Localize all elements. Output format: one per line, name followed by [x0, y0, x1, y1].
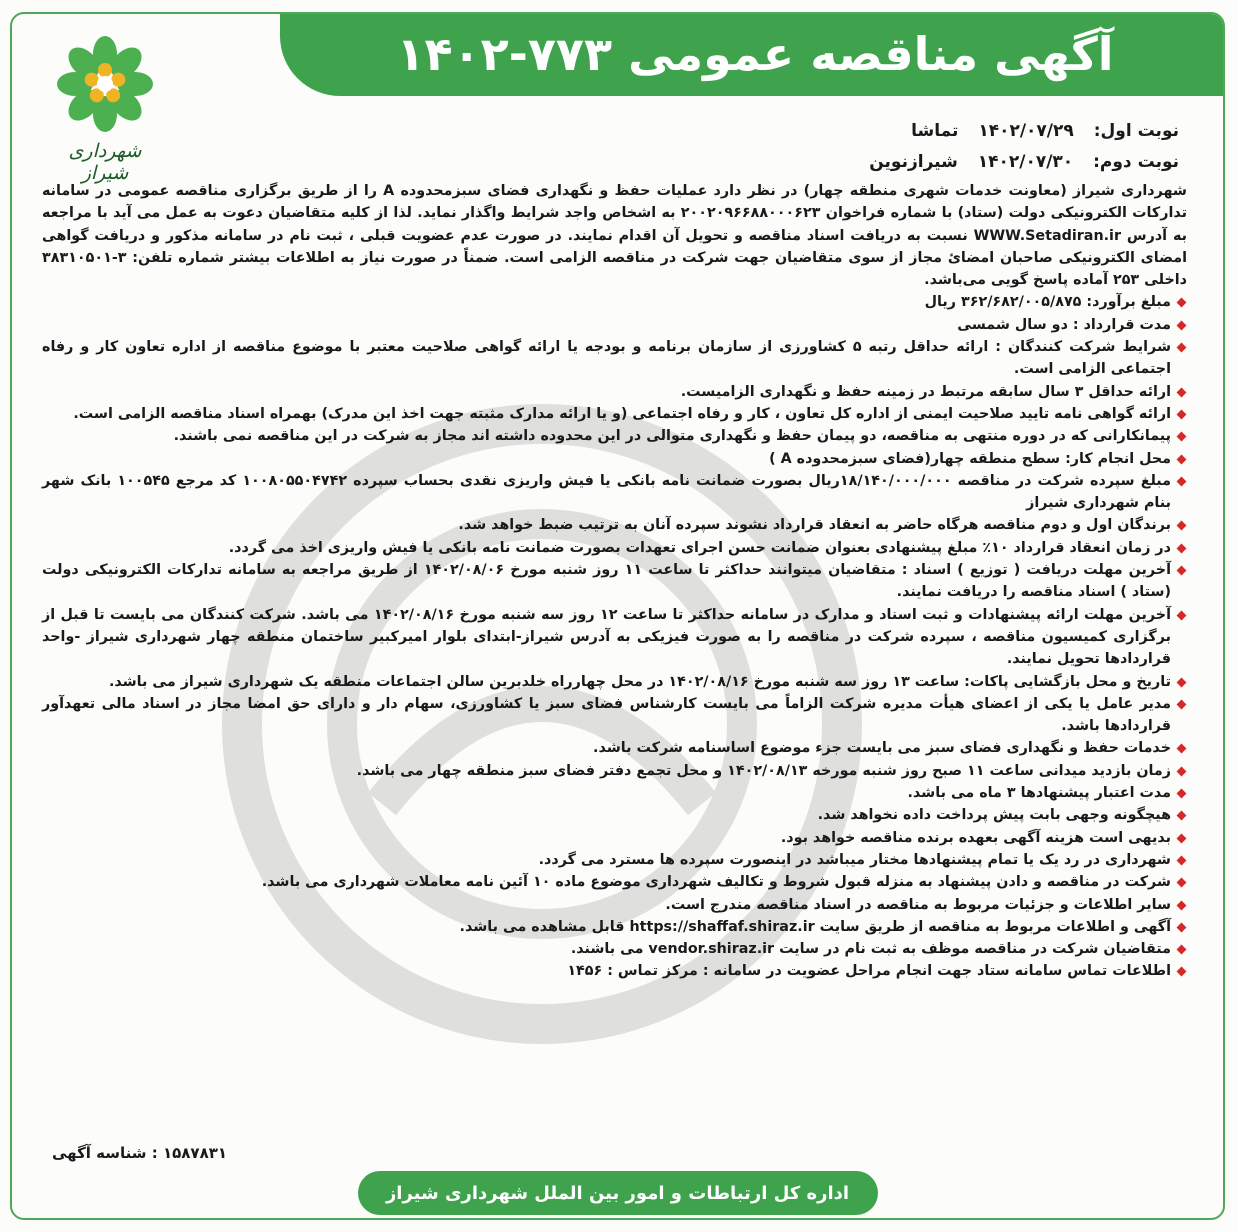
list-item: آخرین مهلت ارائه پیشنهادات و ثبت اسناد و مدارک در سامانه حداکثر تا ساعت ۱۲ روز سه شنبه مورخ ۱۴۰۲/۰۸/۱۶ می باشد. شرکت کنندگان می بایست تا قبل از برگزاری کمیسیون مناقصه ، سپرده شرکت در مناقصه را به صورت فیزیکی به آدرس شیراز-ابتدای بلوار امیرکبیر ساختمان منطقه چهار شهرداری شیراز -واحد قراردادها تحویل نمایند.: [42, 604, 1187, 671]
list-item: خدمات حفظ و نگهداری فضای سبز می بایست جزء موضوع اساسنامه شرکت باشد.: [42, 737, 1187, 759]
notice-title: آگهی مناقصه عمومی ۷۷۳-۱۴۰۲: [396, 27, 1114, 81]
list-item: مبلغ سپرده شرکت در مناقصه ۱۸/۱۴۰/۰۰۰/۰۰۰ریال بصورت ضمانت نامه بانکی یا فیش واریزی نقدی بحساب سپرده ۱۰۰۸۰۵۵۰۴۷۴۲ کد مرجع ۱۰۰۵۴۵ بانک شهر بنام شهرداری شیراز: [42, 470, 1187, 515]
list-item: هیچگونه وجهی بابت پیش پرداخت داده نخواهد شد.: [42, 804, 1187, 826]
list-item: سایر اطلاعات و جزئیات مربوط به مناقصه در اسناد مناقصه مندرج است.: [42, 894, 1187, 916]
list-item: مدت قرارداد : دو سال شمسی: [42, 314, 1187, 336]
municipality-logo: [46, 34, 164, 184]
list-item: متقاضیان شرکت در مناقصه موظف به ثبت نام در سایت vendor.shiraz.ir می باشند.: [42, 938, 1187, 960]
list-item: آخرین مهلت دریافت ( توزیع ) اسناد : متقاضیان میتوانند حداکثر تا ساعت ۱۱ روز شنبه مورخ ۱۴۰۲/۰۸/۰۶ از طریق مراجعه به سامانه تدارکات الکترونیکی دولت (ستاد ) اسناد مناقصه را دریافت نمایند.: [42, 559, 1187, 604]
list-item: برندگان اول و دوم مناقصه هرگاه حاضر به انعقاد قرارداد نشوند سپرده آنان به ترتیب ضبط خواهد شد.: [42, 514, 1187, 536]
list-item: ارائه گواهی نامه تایید صلاحیت ایمنی از اداره کل تعاون ، کار و رفاه اجتماعی (و یا ارائه مدارک مثبته جهت اخذ این مدرک) بهمراه اسناد مناقصه الزامی است.: [42, 403, 1187, 425]
list-item: پیمانکارانی که در دوره منتهی به مناقصه، دو پیمان حفظ و نگهداری متوالی در این محدوده داشته اند مجاز به شرکت در این مناقصه نمی باشند.: [42, 425, 1187, 447]
list-item: مبلغ برآورد: ۳۶۲/۶۸۲/۰۰۵/۸۷۵ ریال: [42, 291, 1187, 313]
conditions-list: [42, 291, 1187, 982]
list-item: تاریخ و محل بازگشایی پاکات: ساعت ۱۳ روز سه شنبه مورخ ۱۴۰۲/۰۸/۱۶ در محل چهارراه خلدبرین سالن اجتماعات منطقه یک شهرداری شیراز می باشد.: [42, 671, 1187, 693]
list-item: ارائه حداقل ۳ سال سابقه مرتبط در زمینه حفظ و نگهداری الزامیست.: [42, 381, 1187, 403]
round-second: نوبت دوم: ۱۴۰۲/۰۷/۳۰ شیرازنوین: [869, 152, 1179, 172]
list-item: شرایط شرکت کنندگان : ارائه حداقل رتبه ۵ کشاورزی از سازمان برنامه و بودجه یا ارائه گواهی صلاحیت معتبر با موضوع مناقصه از اداره تعاون کار و رفاه اجتماعی الزامی است.: [42, 336, 1187, 381]
list-item: مدت اعتبار پیشنهادها ۳ ماه می باشد.: [42, 782, 1187, 804]
list-item: بدیهی است هزینه آگهی بعهده برنده مناقصه خواهد بود.: [42, 827, 1187, 849]
list-item: زمان بازدید میدانی ساعت ۱۱ صبح روز شنبه مورخه ۱۴۰۲/۰۸/۱۳ و محل تجمع دفتر فضای سبز منطقه چهار می باشد.: [42, 760, 1187, 782]
list-item: آگهی و اطلاعات مربوط به مناقصه از طریق سایت https://shaffaf.shiraz.ir قابل مشاهده می باشد.: [42, 916, 1187, 938]
list-item: مدیر عامل یا یکی از اعضای هیأت مدیره شرکت الزاماً می بایست کارشناس فضای سبز یا کشاورزی، سهام دار و دارای حق امضا مجاز در اسناد مالی تعهدآور قراردادها باشد.: [42, 693, 1187, 738]
footer-department: اداره کل ارتباطات و امور بین الملل شهرداری شیراز: [358, 1171, 878, 1215]
ad-identifier: ۱۵۸۷۸۳۱ : شناسه آگهی: [52, 1144, 228, 1162]
logo-text: شهرداری شیراز: [68, 140, 142, 184]
notice-body: [42, 180, 1187, 983]
list-item: در زمان انعقاد قرارداد ۱۰٪ مبلغ پیشنهادی بعنوان ضمانت حسن اجرای تعهدات بصورت ضمانت نامه بانکی یا فیش واریزی اخذ می گردد.: [42, 537, 1187, 559]
list-item: شرکت در مناقصه و دادن پیشنهاد به منزله قبول شروط و تکالیف شهرداری موضوع ماده ۱۰ آئین نامه معاملات شهرداری می باشد.: [42, 871, 1187, 893]
notice-frame: [10, 12, 1225, 1220]
flower-logo-icon: [55, 34, 155, 134]
list-item: شهرداری در رد یک یا تمام پیشنهادها مختار میباشد در اینصورت سپرده ها مسترد می گردد.: [42, 849, 1187, 871]
intro-paragraph: شهرداری شیراز (معاونت خدمات شهری منطقه چهار) در نظر دارد عملیات حفظ و نگهداری فضای سبزمحدوده A را از طریق برگزاری مناقصه عمومی در سامانه تدارکات الکترونیکی دولت (ستاد) با شماره فراخوان ۲۰۰۲۰۹۶۶۸۸۰۰۰۶۲۳ به اشخاص واجد شرایط واگذار نماید. لذا از کلیه متقاضیان دعوت به عمل می آید با مراجعه به آدرس WWW.Setadiran.ir نسبت به دریافت اسناد مناقصه و تحویل آن اقدام نمایند. در صورت عدم عضویت قبلی ، ثبت نام در سامانه مذکور و دریافت گواهی امضای الکترونیکی صاحبان امضائ مجاز از سوی متقاضیان جهت شرکت در مناقصه الزامی است. ضمناً در صورت نیاز به اطلاعات بیشتر شماره تلفن: ۳-۳۸۳۱۰۵۰۱ داخلی ۲۵۳ آماده پاسخ گویی می‌باشد.: [42, 183, 1187, 289]
title-banner: [280, 12, 1225, 96]
list-item: اطلاعات تماس سامانه ستاد جهت انجام مراحل عضویت در سامانه : مرکز تماس : ۱۴۵۶: [42, 960, 1187, 982]
footer: [12, 1168, 1223, 1218]
list-item: محل انجام کار: سطح منطقه چهار(فضای سبزمحدوده A ): [42, 448, 1187, 470]
round-first: نوبت اول: ۱۴۰۲/۰۷/۲۹ تماشا: [911, 121, 1179, 141]
publication-rounds: [855, 116, 1179, 178]
